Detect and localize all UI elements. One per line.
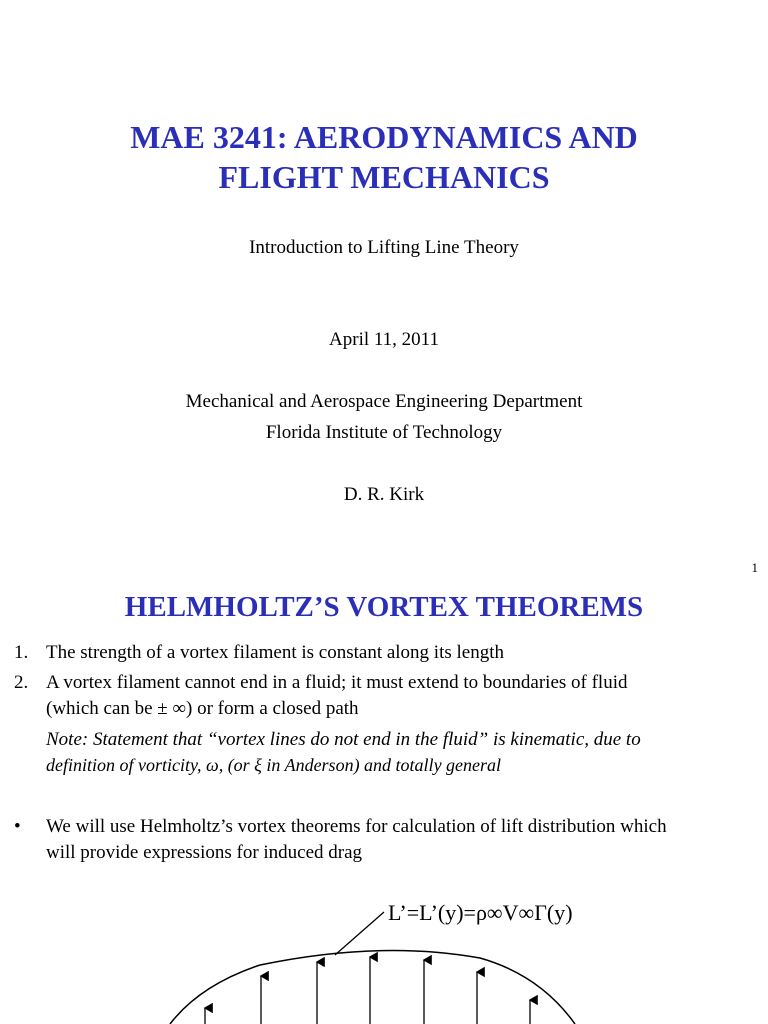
department: Mechanical and Aerospace Engineering Department	[185, 391, 583, 412]
list-item-text: (which can be ± ∞) or form a closed path	[46, 698, 359, 719]
slide-title-line2: FLIGHT MECHANICS	[218, 159, 550, 195]
slide-title-line1: MAE 3241: AERODYNAMICS AND	[130, 119, 638, 155]
list-item-text: A vortex filament cannot end in a fluid; it must extend to boundaries of fluid	[46, 672, 628, 693]
slide-date: April 11, 2011	[329, 329, 439, 350]
list-item-text: The strength of a vortex filament is constant along its length	[46, 642, 505, 663]
slide2-title: HELMHOLTZ’S VORTEX THEOREMS	[124, 591, 644, 623]
lift-label: L’=L’(y)=ρ∞V∞Γ(y)	[388, 900, 573, 925]
bullet-icon: •	[14, 816, 21, 837]
author: D. R. Kirk	[343, 484, 425, 505]
note-line1: Note: Statement that “vortex lines do not end in the fluid” is kinematic, due to	[46, 729, 641, 750]
page-number: 1	[751, 560, 758, 575]
institution: Florida Institute of Technology	[265, 422, 503, 443]
slide-subtitle: Introduction to Lifting Line Theory	[249, 237, 519, 258]
note-line2: definition of vorticity, ω, (or ξ in Anderson) and totally general	[46, 755, 502, 775]
list-item-number: 2.	[14, 672, 29, 693]
bullet-text: will provide expressions for induced drag	[46, 842, 363, 863]
bullet-text: We will use Helmholtz’s vortex theorems for calculation of lift distribution which	[46, 816, 667, 837]
list-item-number: 1.	[14, 642, 29, 663]
